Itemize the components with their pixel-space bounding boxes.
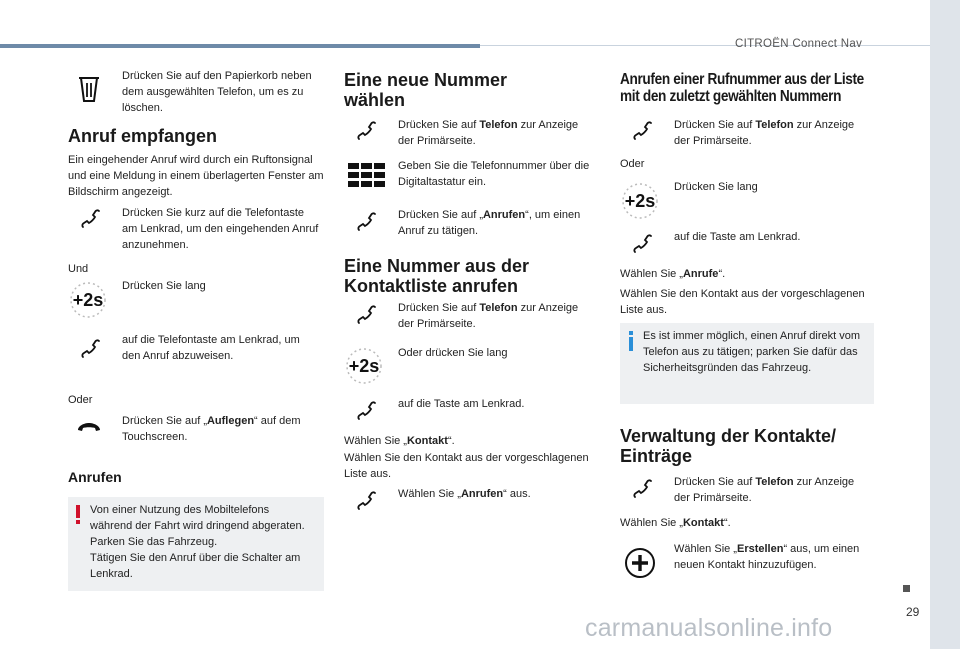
heading-anrufen: Anrufen <box>68 469 122 485</box>
page-corner-mark <box>903 585 910 592</box>
hold-2s-icon: +2s <box>620 181 660 221</box>
long-press-text: Drücken Sie lang <box>122 280 206 292</box>
phone-icon <box>355 210 379 239</box>
phone-icon <box>355 489 379 518</box>
press-telefon-text-4: Drücken Sie auf Telefon zur Anzeige der Primärseite. <box>674 476 855 504</box>
choose-contact-text-3: Wählen Sie den Kontakt aus der vorgeschlagenen Liste aus. <box>620 288 865 316</box>
keypad-icon <box>348 163 386 194</box>
heading-kontakte-verwaltung: Verwaltung der Kontakte/ Einträge <box>620 426 837 466</box>
keypad-text: Geben Sie die Telefonnummer über die Digitaltastatur ein. <box>398 160 590 188</box>
wheel-key-text: auf die Taste am Lenkrad. <box>398 398 525 410</box>
select-kontakt-text-3: Wählen Sie „Kontakt“. <box>620 517 731 529</box>
warning-text: Von einer Nutzung des Mobiltelefons während der Fahrt wird dringend abgeraten. Parken Sie das Fahrzeug. Tätigen Sie den Anruf über die Schalter am Lenkrad. <box>90 504 305 580</box>
reject-text: auf die Telefontaste am Lenkrad, um den Anruf abzuweisen. <box>122 334 300 362</box>
info-text: Es ist immer möglich, einen Anruf direkt vom Telefon aus zu tätigen; parken Sie dafür das Sicherheitsgründen das Fahrzeug. <box>643 330 861 374</box>
phone-icon <box>355 119 379 148</box>
warning-icon <box>73 505 83 530</box>
wheel-key-text-3: auf die Taste am Lenkrad. <box>674 231 801 243</box>
delete-text: Drücken Sie auf den Papierkorb neben dem ausgewählten Telefon, um es zu löschen. <box>122 70 312 114</box>
choose-contact-text: Wählen Sie den Kontakt aus der vorgeschlagenen Liste aus. <box>344 452 589 480</box>
phone-icon <box>79 207 103 236</box>
press-telefon-text-3: Drücken Sie auf Telefon zur Anzeige der Primärseite. <box>674 119 855 147</box>
watermark: carmanualsonline.info <box>585 614 833 642</box>
page-number: 29 <box>906 605 920 619</box>
info-icon <box>627 331 635 356</box>
phone-icon <box>631 477 655 506</box>
und-label: Und <box>68 263 89 275</box>
oder-label: Oder <box>68 394 93 406</box>
header-title: CITROËN Connect Nav <box>735 38 863 50</box>
trash-icon <box>77 74 101 109</box>
phone-icon <box>631 232 655 261</box>
create-contact-text: Wählen Sie „Erstellen“ aus, um einen neuen Kontakt hinzuzufügen. <box>674 543 860 571</box>
select-anrufen-text: Wählen Sie „Anrufen“ aus. <box>398 488 531 500</box>
call-text: Drücken Sie auf „Anrufen“, um einen Anruf zu tätigen. <box>398 209 581 237</box>
hold-2s-icon: +2s <box>344 346 384 386</box>
heading-kontaktliste: Eine Nummer aus der Kontaktliste anrufen <box>344 256 530 296</box>
heading-neue-nummer: Eine neue Nummer wählen <box>344 70 508 110</box>
header-rule <box>480 45 930 46</box>
hang-up-icon <box>76 420 102 439</box>
header-accent-bar <box>0 44 480 48</box>
press-telefon-text-2: Drücken Sie auf Telefon zur Anzeige der Primärseite. <box>398 302 579 330</box>
oder-label-3: Oder <box>620 158 645 170</box>
add-circle-icon <box>624 547 656 584</box>
short-press-text: Drücken Sie kurz auf die Telefontaste am Lenkrad, um den eingehenden Anruf anzunehmen. <box>122 207 319 251</box>
long-press-text-2: Oder drücken Sie lang <box>398 347 508 359</box>
heading-anruf-empfangen: Anruf empfangen <box>68 126 218 146</box>
hold-2s-icon: +2s <box>68 280 108 320</box>
heading-letzte-nummern: Anrufen einer Rufnummer aus der Liste mit den zuletzt gewählten Nummern <box>620 71 864 105</box>
phone-icon <box>355 399 379 428</box>
press-telefon-text: Drücken Sie auf Telefon zur Anzeige der Primärseite. <box>398 119 579 147</box>
long-press-text-3: Drücken Sie lang <box>674 181 758 193</box>
select-anrufe-text: Wählen Sie „Anrufe“. <box>620 268 726 280</box>
select-kontakt-text: Wählen Sie „Kontakt“. <box>344 435 455 447</box>
hangup-text: Drücken Sie auf „Auflegen“ auf dem Touchscreen. <box>122 415 301 443</box>
page-sidebar <box>930 0 960 649</box>
phone-icon <box>631 119 655 148</box>
receive-intro: Ein eingehender Anruf wird durch ein Ruftonsignal und eine Meldung in einem überlagerten Fenster am Bildschirm angezeigt. <box>68 154 324 198</box>
phone-icon <box>355 303 379 332</box>
phone-icon <box>79 337 103 366</box>
